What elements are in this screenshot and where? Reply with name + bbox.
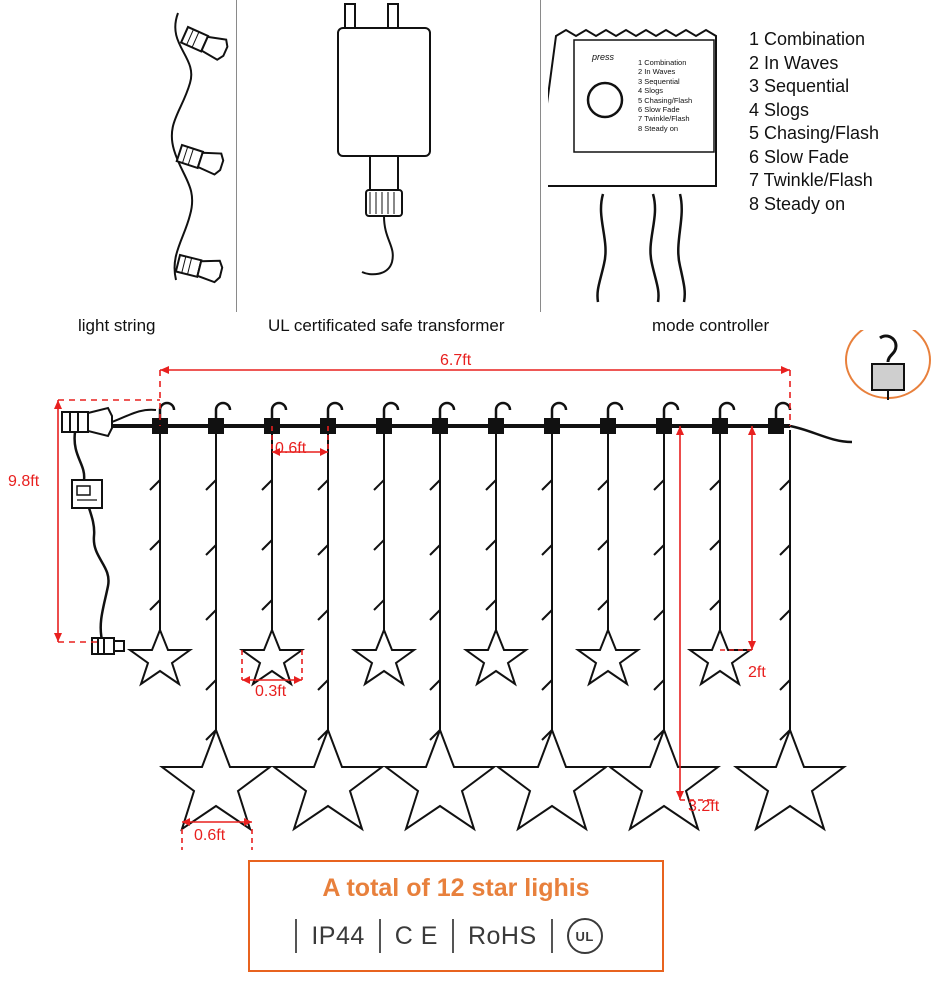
mini-mode-3: 3 Sequential [638,76,680,86]
mode-item-6: 6 Slow Fade [749,146,850,167]
cert-ce: C E [394,921,438,950]
top-divider-2 [540,0,541,312]
mini-mode-6: 6 Slow Fade [638,105,680,115]
dimension-drop-short-label: 2ft [748,664,766,681]
dimension-spacing-label: 0.6ft [275,440,307,457]
mode-item-2: 2 In Waves [749,52,839,73]
transformer-illustration [300,0,500,300]
cert-rohs: RoHS [467,921,537,950]
controller-mode-list [638,58,692,133]
mode-item-8: 8 Steady on [749,193,846,214]
mini-mode-7: 7 Twinkle/Flash [638,114,690,124]
dimension-drop-long-label: 3.2ft [688,798,720,815]
mini-mode-5: 5 Chasing/Flash [638,95,693,105]
cert-ip44: IP44 [311,921,365,950]
mode-item-5: 5 Chasing/Flash [749,123,880,143]
mini-mode-2: 2 In Waves [638,67,676,77]
certification-row [250,918,662,954]
cert-ul [553,918,617,954]
caption-transformer: UL certificated safe transformer [268,316,505,335]
mode-item-1: 1 Combination [749,29,866,49]
mode-item-7: 7 Twinkle/Flash [749,170,873,190]
mode-legend [749,28,879,216]
dimension-large-star-label: 0.6ft [194,827,226,844]
press-label: press [592,52,615,62]
mode-item-4: 4 Slogs [749,99,810,120]
dimension-width-label: 6.7ft [440,352,472,369]
total-lights-title: A total of 12 star lighis [322,874,590,902]
mini-mode-8: 8 Steady on [638,123,679,133]
ul-icon: UL [567,918,603,954]
mini-mode-4: 4 Slogs [638,86,664,96]
dimension-small-star-label: 0.3ft [255,683,287,700]
dimension-lead-label: 9.8ft [8,473,40,490]
caption-light-string: light string [78,316,156,335]
certification-panel [248,860,664,972]
mini-mode-1: 1 Combination [638,58,687,67]
mode-item-3: 3 Sequential [749,76,850,96]
caption-mode-controller: mode controller [652,316,770,335]
curtain-light-diagram [0,330,933,850]
light-string-illustration [70,5,240,305]
